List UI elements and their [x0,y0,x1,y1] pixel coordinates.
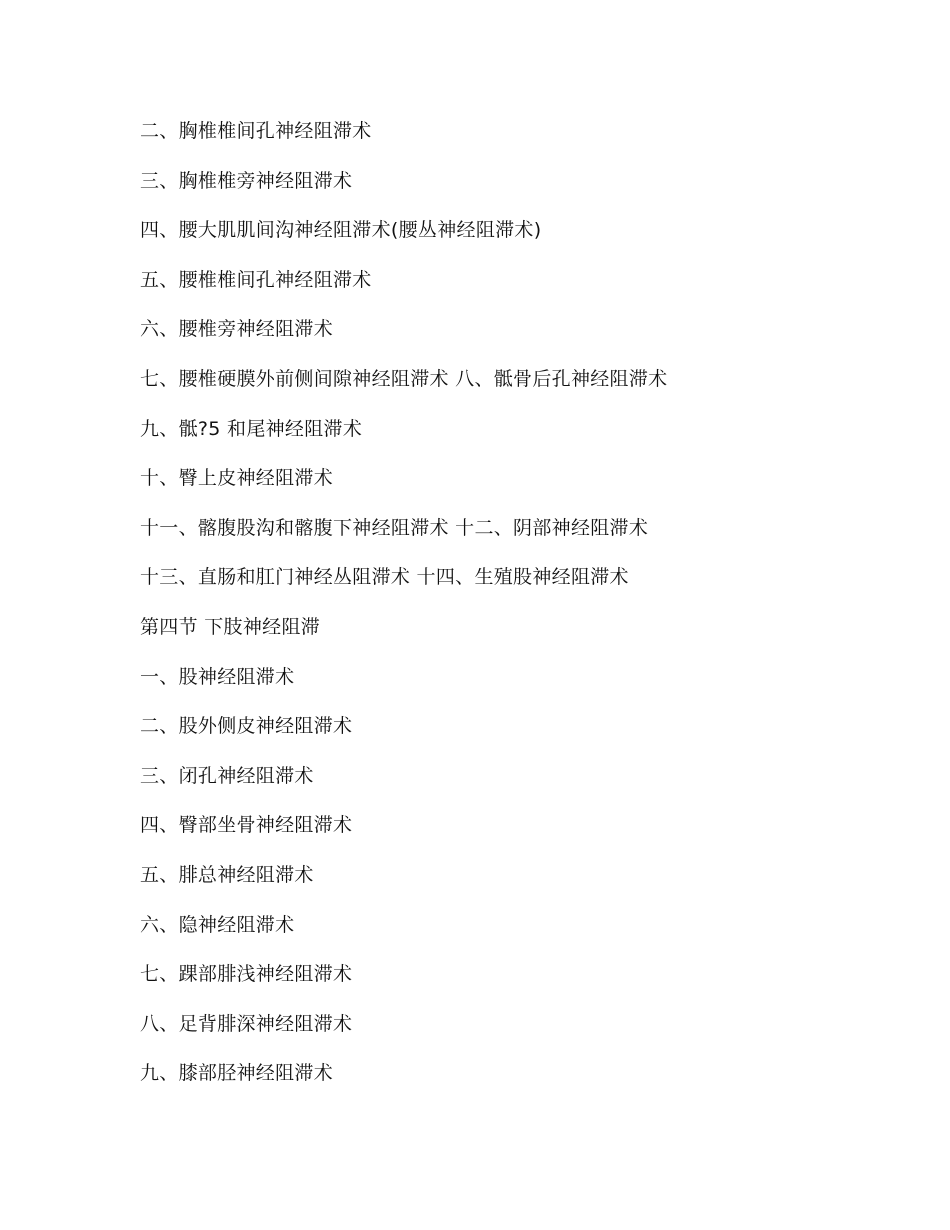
text-line: 十一、髂腹股沟和髂腹下神经阻滞术 十二、阴部神经阻滞术 [140,516,649,539]
text-line: 四、臀部坐骨神经阻滞术 [140,814,353,837]
text-line: 二、胸椎椎间孔神经阻滞术 [140,120,372,142]
section-heading: 第四节 下肢神经阻滞 [140,615,321,638]
text-line: 十三、直肠和肛门神经丛阻滞术 十四、生殖股神经阻滞术 [140,566,629,589]
text-line: 五、腰椎椎间孔神经阻滞术 [140,268,372,291]
text-line: 三、胸椎椎旁神经阻滞术 [140,169,353,192]
text-line: 二、股外侧皮神经阻滞术 [140,715,353,738]
text-line: 四、腰大肌肌间沟神经阻滞术(腰丛神经阻滞术) [140,219,542,242]
text-line: 十、臀上皮神经阻滞术 [140,467,334,490]
text-line: 九、膝部胫神经阻滞术 [140,1062,334,1085]
text-line: 一、股神经阻滞术 [140,665,295,688]
text-line: 三、闭孔神经阻滞术 [140,764,314,787]
text-line: 六、隐神经阻滞术 [140,913,295,936]
text-line: 六、腰椎旁神经阻滞术 [140,318,334,341]
document-text-block [140,118,900,1110]
text-line: 七、腰椎硬膜外前侧间隙神经阻滞术 八、骶骨后孔神经阻滞术 [140,367,668,390]
text-line: 八、足背腓深神经阻滞术 [140,1012,353,1035]
text-line: 七、踝部腓浅神经阻滞术 [140,963,353,986]
text-line: 九、骶?5 和尾神经阻滞术 [140,417,363,440]
text-line: 五、腓总神经阻滞术 [140,863,314,886]
